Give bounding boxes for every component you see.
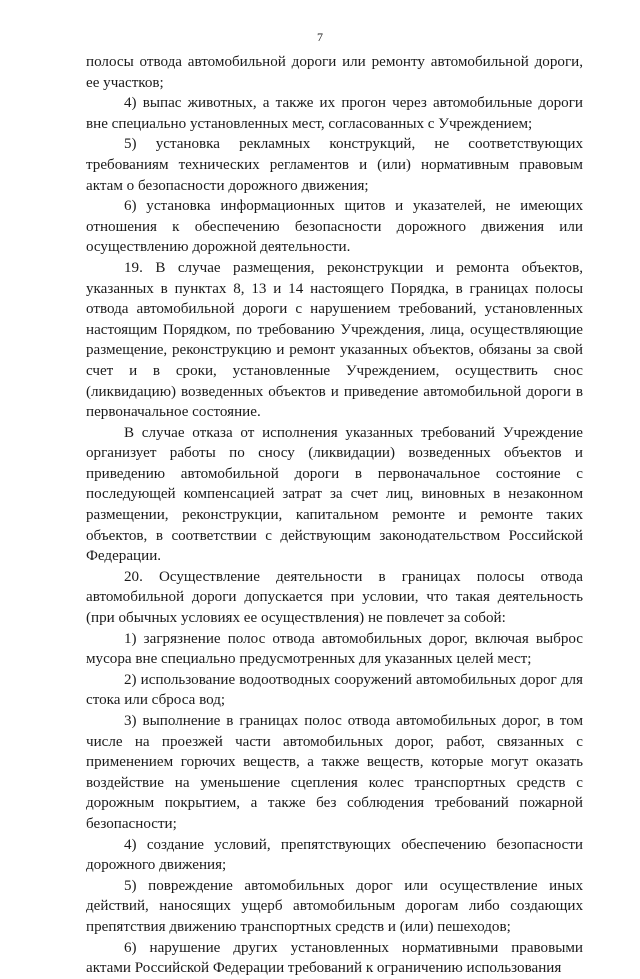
paragraph: полосы отвода автомобильной дороги или ремонту автомобильной дороги, ее участков; xyxy=(86,54,583,91)
document-body xyxy=(86,52,583,979)
page-number: 7 xyxy=(317,30,323,44)
paragraph: 6) установка информационных щитов и указателей, не имеющих отношения к обеспечению безопасности дорожного движения или осуществлению дорожной деятельности. xyxy=(86,198,583,256)
paragraph: 1) загрязнение полос отвода автомобильных дорог, включая выброс мусора вне специально предусмотренных для указанных целей мест; xyxy=(86,630,583,668)
paragraph: 4) создание условий, препятствующих обеспечению безопасности дорожного движения; xyxy=(86,836,583,874)
paragraph: 5) установка рекламных конструкций, не соответствующих требованиям технических регламентов и (или) нормативным правовым актам о безопасности дорожного движения; xyxy=(86,136,583,194)
paragraph: 19. В случае размещения, реконструкции и ремонта объектов, указанных в пунктах 8, 13 и 14 настоящего Порядка, в границах полосы отвода автомобильной дороги с нарушением требований, установленных настоящим Порядком, по требованию Учреждения, лица, осуществляющие размещение, реконструкцию и ремонт указанных объектов, обязаны за свой счет и в сроки, установленные Учреждением, осуществить снос (ликвидацию) возведенных объектов и приведение автомобильной дороги в первоначальное состояние. xyxy=(86,259,583,421)
paragraph: В случае отказа от исполнения указанных требований Учреждение организует работы по сносу (ликвидации) возведенных объектов и приведению автомобильной дороги в первоначальное состояние с последующей компенсацией затрат за счет лиц, виновных в незаконном размещении, реконструкции, капитальном ремонте и ремонте таких объектов, в соответствии с действующим законодательством Российской Федерации. xyxy=(86,424,583,565)
paragraph: 4) выпас животных, а также их прогон через автомобильные дороги вне специально установленных мест, согласованных с Учреждением; xyxy=(86,95,583,132)
paragraph: 5) повреждение автомобильных дорог или осуществление иных действий, наносящих ущерб автомобильным дорогам либо создающих препятствия движению транспортных средств и (или) пешеходов; xyxy=(86,877,583,935)
paragraph: 3) выполнение в границах полос отвода автомобильных дорог, в том числе на проезжей части автомобильных дорог, работ, связанных с применением горючих веществ, а также веществ, которые могут оказать воздействие на уменьшение сцепления колес транспортных средств с дорожным покрытием, а также без соблюдения требований пожарной безопасности; xyxy=(86,713,583,832)
paragraph: 6) нарушение других установленных нормативными правовыми актами Российской Федерации требований к ограничению использования xyxy=(86,939,583,977)
paragraph: 20. Осуществление деятельности в границах полосы отвода автомобильной дороги допускается при условии, что такая деятельность (при обычных условиях ее осуществления) не повлечет за собой: xyxy=(86,568,583,627)
paragraph: 2) использование водоотводных сооружений автомобильных дорог для стока или сброса вод; xyxy=(86,671,583,709)
